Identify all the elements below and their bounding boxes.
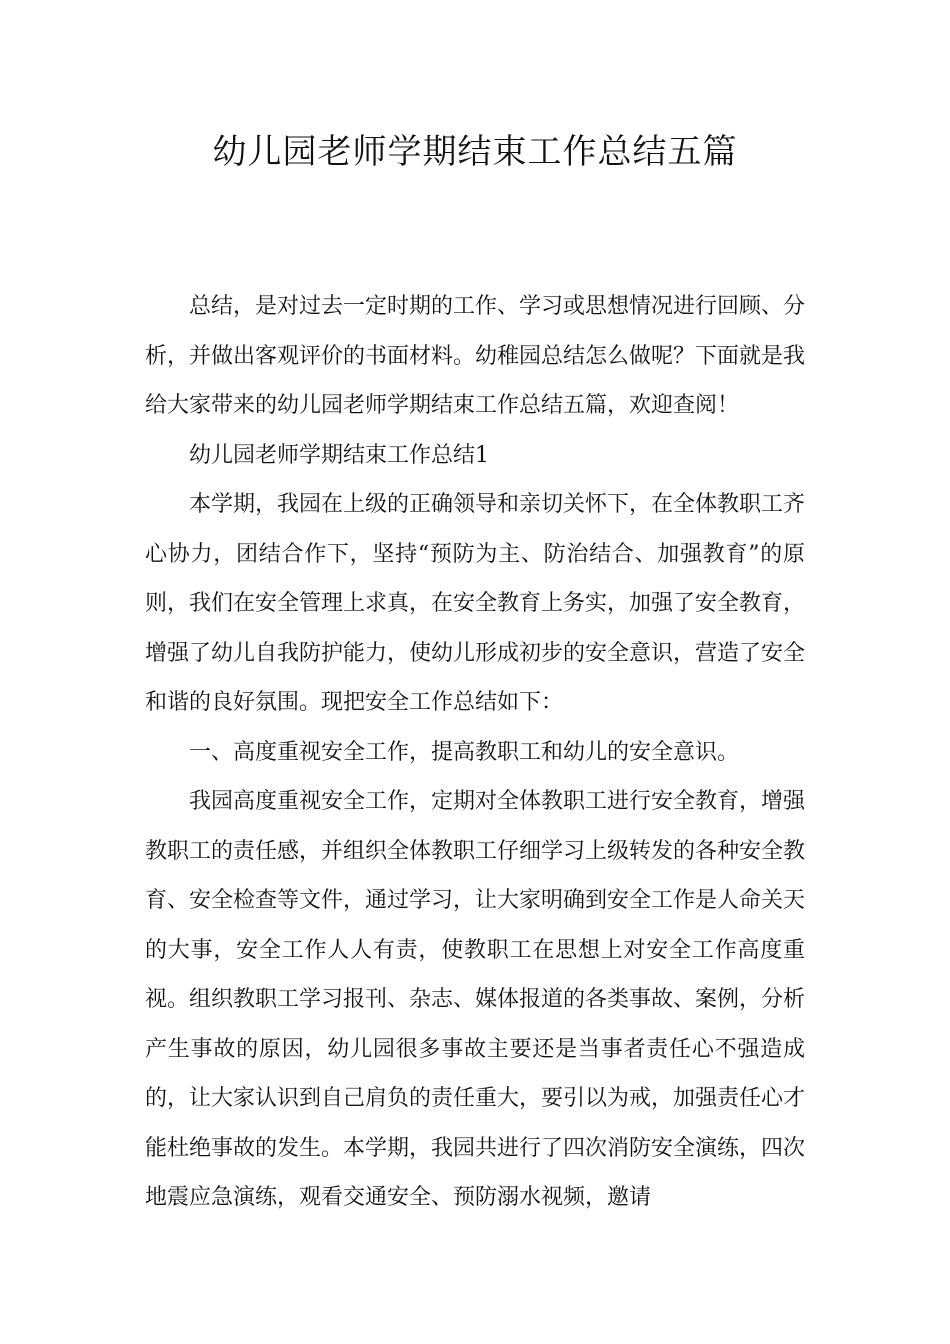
- body-paragraph: 我园高度重视安全工作，定期对全体教职工进行安全教育，增强教职工的责任感，并组织全体教职工仔细学习上级转发的各种安全教育、安全检查等文件，通过学习，让大家明确到安全工作是人命关天的大事，安全工作人人有责，使教职工在思想上对安全工作高度重视。组织教职工学习报刊、杂志、媒体报道的各类事故、案例，分析产生事故的原因，幼儿园很多事故主要还是当事者责任心不强造成的，让大家认识到自己肩负的责任重大，要引以为戒，加强责任心才能杜绝事故的发生。本学期，我园共进行了四次消防安全演练，四次地震应急演练，观看交通安全、预防溺水视频，邀请: [145, 789, 806, 1210]
- body-paragraph: 本学期，我园在上级的正确领导和亲切关怀下，在全体教职工齐心协力，团结合作下，坚持“预防为主、防治结合、加强教育”的原则，我们在安全管理上求真，在安全教育上务实，加强了安全教育，增强了幼儿自我防护能力，使幼儿形成初步的安全意识，营造了安全和谐的良好氛围。现把安全工作总结如下：: [145, 492, 806, 715]
- document-body: [145, 282, 805, 1223]
- document-title: 幼儿园老师学期结束工作总结五篇: [212, 132, 738, 172]
- subsection-heading: 一、高度重视安全工作，提高教职工和幼儿的安全意识。: [189, 739, 740, 765]
- section-heading: 幼儿园老师学期结束工作总结1: [189, 442, 489, 468]
- intro-paragraph: 总结，是对过去一定时期的工作、学习或思想情况进行回顾、分析，并做出客观评价的书面材料。幼稚园总结怎么做呢？下面就是我给大家带来的幼儿园老师学期结束工作总结五篇，欢迎查阅！: [145, 294, 806, 418]
